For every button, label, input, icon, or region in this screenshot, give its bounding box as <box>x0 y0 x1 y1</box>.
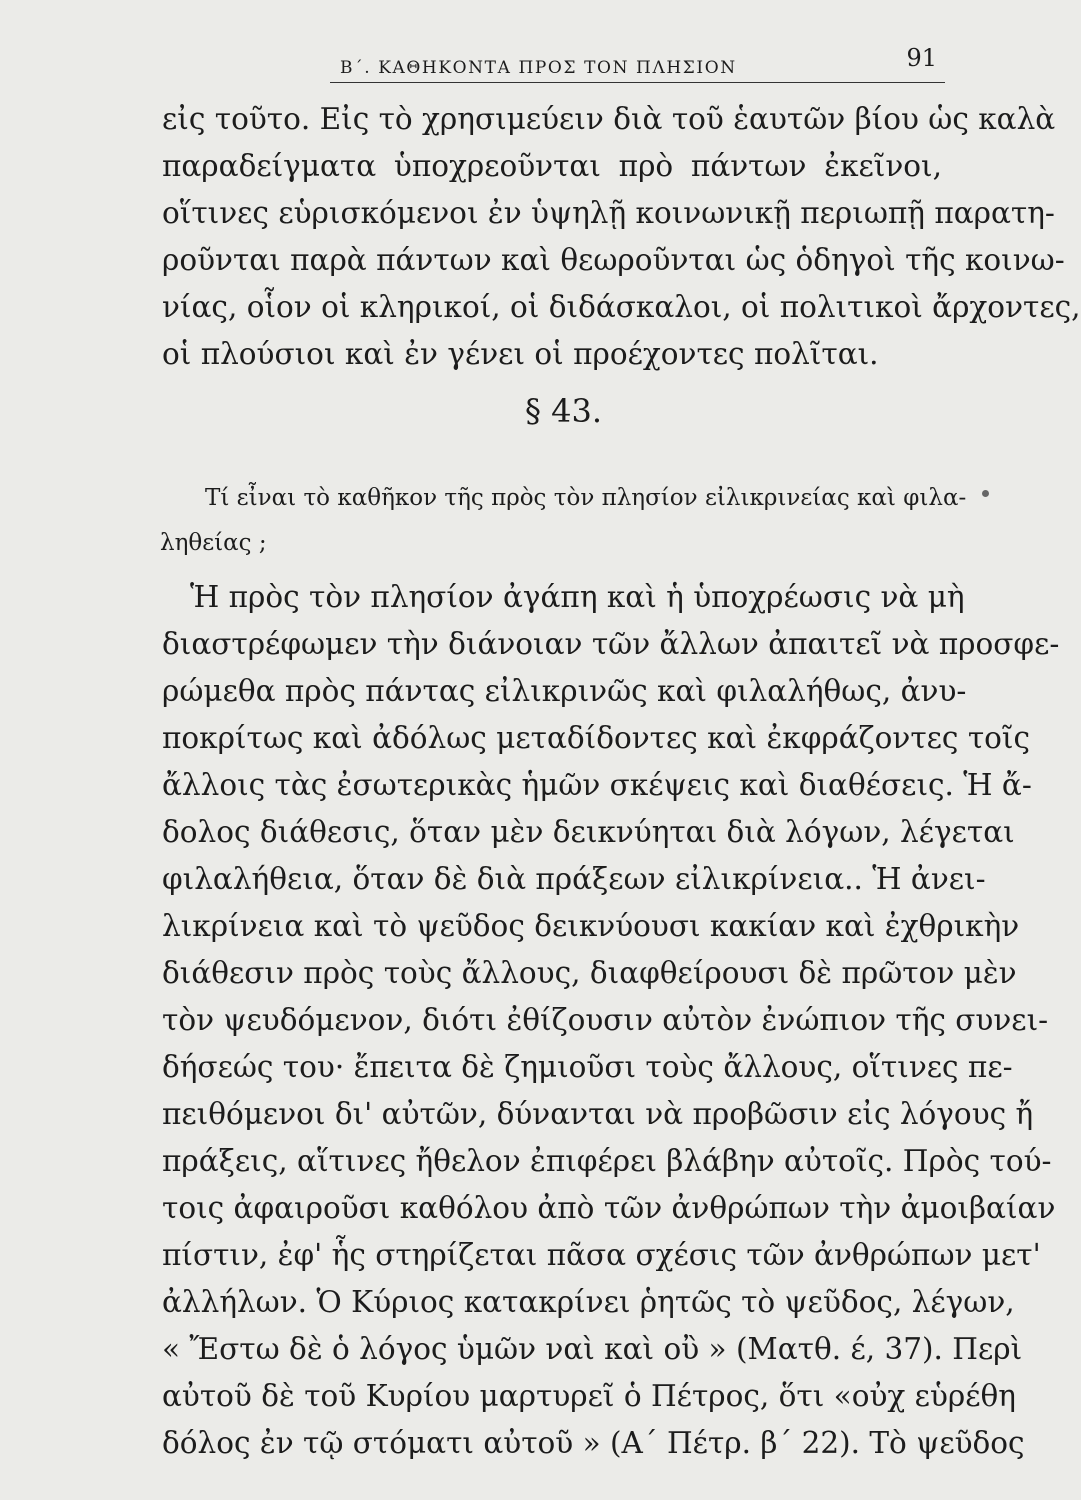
text-line: Ἡ πρὸς τὸν πλησίον ἀγάπη καὶ ἡ ὑποχρέωσις νὰ μὴ <box>190 580 965 614</box>
text-line: ρώμεθα πρὸς πάντας εἰλικρινῶς καὶ φιλαλήθως, ἀνυ- <box>162 674 967 708</box>
text-line: οἵτινες εὑρισκόμενοι ἐν ὑψηλῇ κοινωνικῇ περιωπῇ παρατη- <box>162 196 1055 230</box>
paragraph-2 <box>162 574 1060 1467</box>
section-question <box>160 476 967 566</box>
running-head: Β΄. ΚΑΘΗΚΟΝΤΑ ΠΡΟΣ ΤΟΝ ΠΛΗΣΙΟΝ <box>340 58 737 78</box>
text-line: τοις ἀφαιροῦσι καθόλου ἀπὸ τῶν ἀνθρώπων τὴν ἀμοιβαίαν <box>162 1191 1056 1225</box>
paragraph-1 <box>162 96 1081 378</box>
text-line: ἄλλοις τὰς ἐσωτερικὰς ἡμῶν σκέψεις καὶ διαθέσεις. Ἡ ἄ- <box>162 768 1032 802</box>
text-line: δολος διάθεσις, ὅταν μὲν δεικνύηται διὰ λόγων, λέγεται <box>162 815 1015 849</box>
text-line: νίας, οἷον οἱ κληρικοί, οἱ διδάσκαλοι, οἱ πολιτικοὶ ἄρχοντες, <box>162 290 1081 324</box>
text-line: πράξεις, αἵτινες ἤθελον ἐπιφέρει βλάβην αὐτοῖς. Πρὸς τού- <box>162 1144 1052 1178</box>
question-line: ληθείας ; <box>160 530 267 556</box>
text-line: « Ἔστω δὲ ὁ λόγος ὑμῶν ναὶ καὶ οὒ » (Ματθ. έ, 37). Περὶ <box>162 1332 1023 1366</box>
text-line: εἰς τοῦτο. Εἰς τὸ χρησιμεύειν διὰ τοῦ ἑαυτῶν βίου ὡς καλὰ <box>162 102 1056 136</box>
text-line: ροῦνται παρὰ πάντων καὶ θεωροῦνται ὡς ὁδηγοὶ τῆς κοινω- <box>162 243 1065 277</box>
page-header <box>330 44 945 83</box>
text-line: πειθόμενοι δι' αὐτῶν, δύνανται νὰ προβῶσιν εἰς λόγους ἤ <box>162 1097 1034 1131</box>
text-line: φιλαλήθεια, ὅταν δὲ διὰ πράξεων εἰλικρίνεια.. Ἡ ἀνει- <box>162 862 986 896</box>
text-line: αὐτοῦ δὲ τοῦ Κυρίου μαρτυρεῖ ὁ Πέτρος, ὅτι «οὐχ εὑρέθη <box>162 1379 1016 1413</box>
question-line: Τί εἶναι τὸ καθῆκον τῆς πρὸς τὸν πλησίον εἰλικρινείας καὶ φιλα- <box>205 485 967 511</box>
ink-spot <box>982 490 989 497</box>
text-line: ἀλλήλων. Ὁ Κύριος κατακρίνει ῥητῶς τὸ ψεῦδος, λέγων, <box>162 1285 1015 1319</box>
page-number: 91 <box>906 44 937 72</box>
text-line: διαστρέφωμεν τὴν διάνοιαν τῶν ἄλλων ἀπαιτεῖ νὰ προσφε- <box>162 627 1060 661</box>
text-line: οἱ πλούσιοι καὶ ἐν γένει οἱ προέχοντες πολῖται. <box>162 337 879 371</box>
text-line: δόλος ἐν τῷ στόματι αὐτοῦ » (Α΄ Πέτρ. β΄ 22). Τὸ ψεῦδος <box>162 1426 1025 1460</box>
text-line: διάθεσιν πρὸς τοὺς ἄλλους, διαφθείρουσι δὲ πρῶτον μὲν <box>162 956 1017 990</box>
text-line: ποκρίτως καὶ ἀδόλως μεταδίδοντες καὶ ἐκφράζοντες τοῖς <box>162 721 1030 755</box>
text-line: τὸν ψευδόμενον, διότι ἐθίζουσιν αὐτὸν ἐνώπιον τῆς συνει- <box>162 1003 1049 1037</box>
text-line: πίστιν, ἐφ' ἧς στηρίζεται πᾶσα σχέσις τῶν ἀνθρώπων μετ' <box>162 1238 1041 1272</box>
section-heading: § 43. <box>525 392 603 430</box>
text-line: δήσεώς του· ἔπειτα δὲ ζημιοῦσι τοὺς ἄλλους, οἵτινες πε- <box>162 1050 1013 1084</box>
text-line: παραδείγματα ὑποχρεοῦνται πρὸ πάντων ἐκεῖνοι, <box>162 149 942 183</box>
text-line: λικρίνεια καὶ τὸ ψεῦδος δεικνύουσι κακίαν καὶ ἐχθρικὴν <box>162 909 1020 943</box>
